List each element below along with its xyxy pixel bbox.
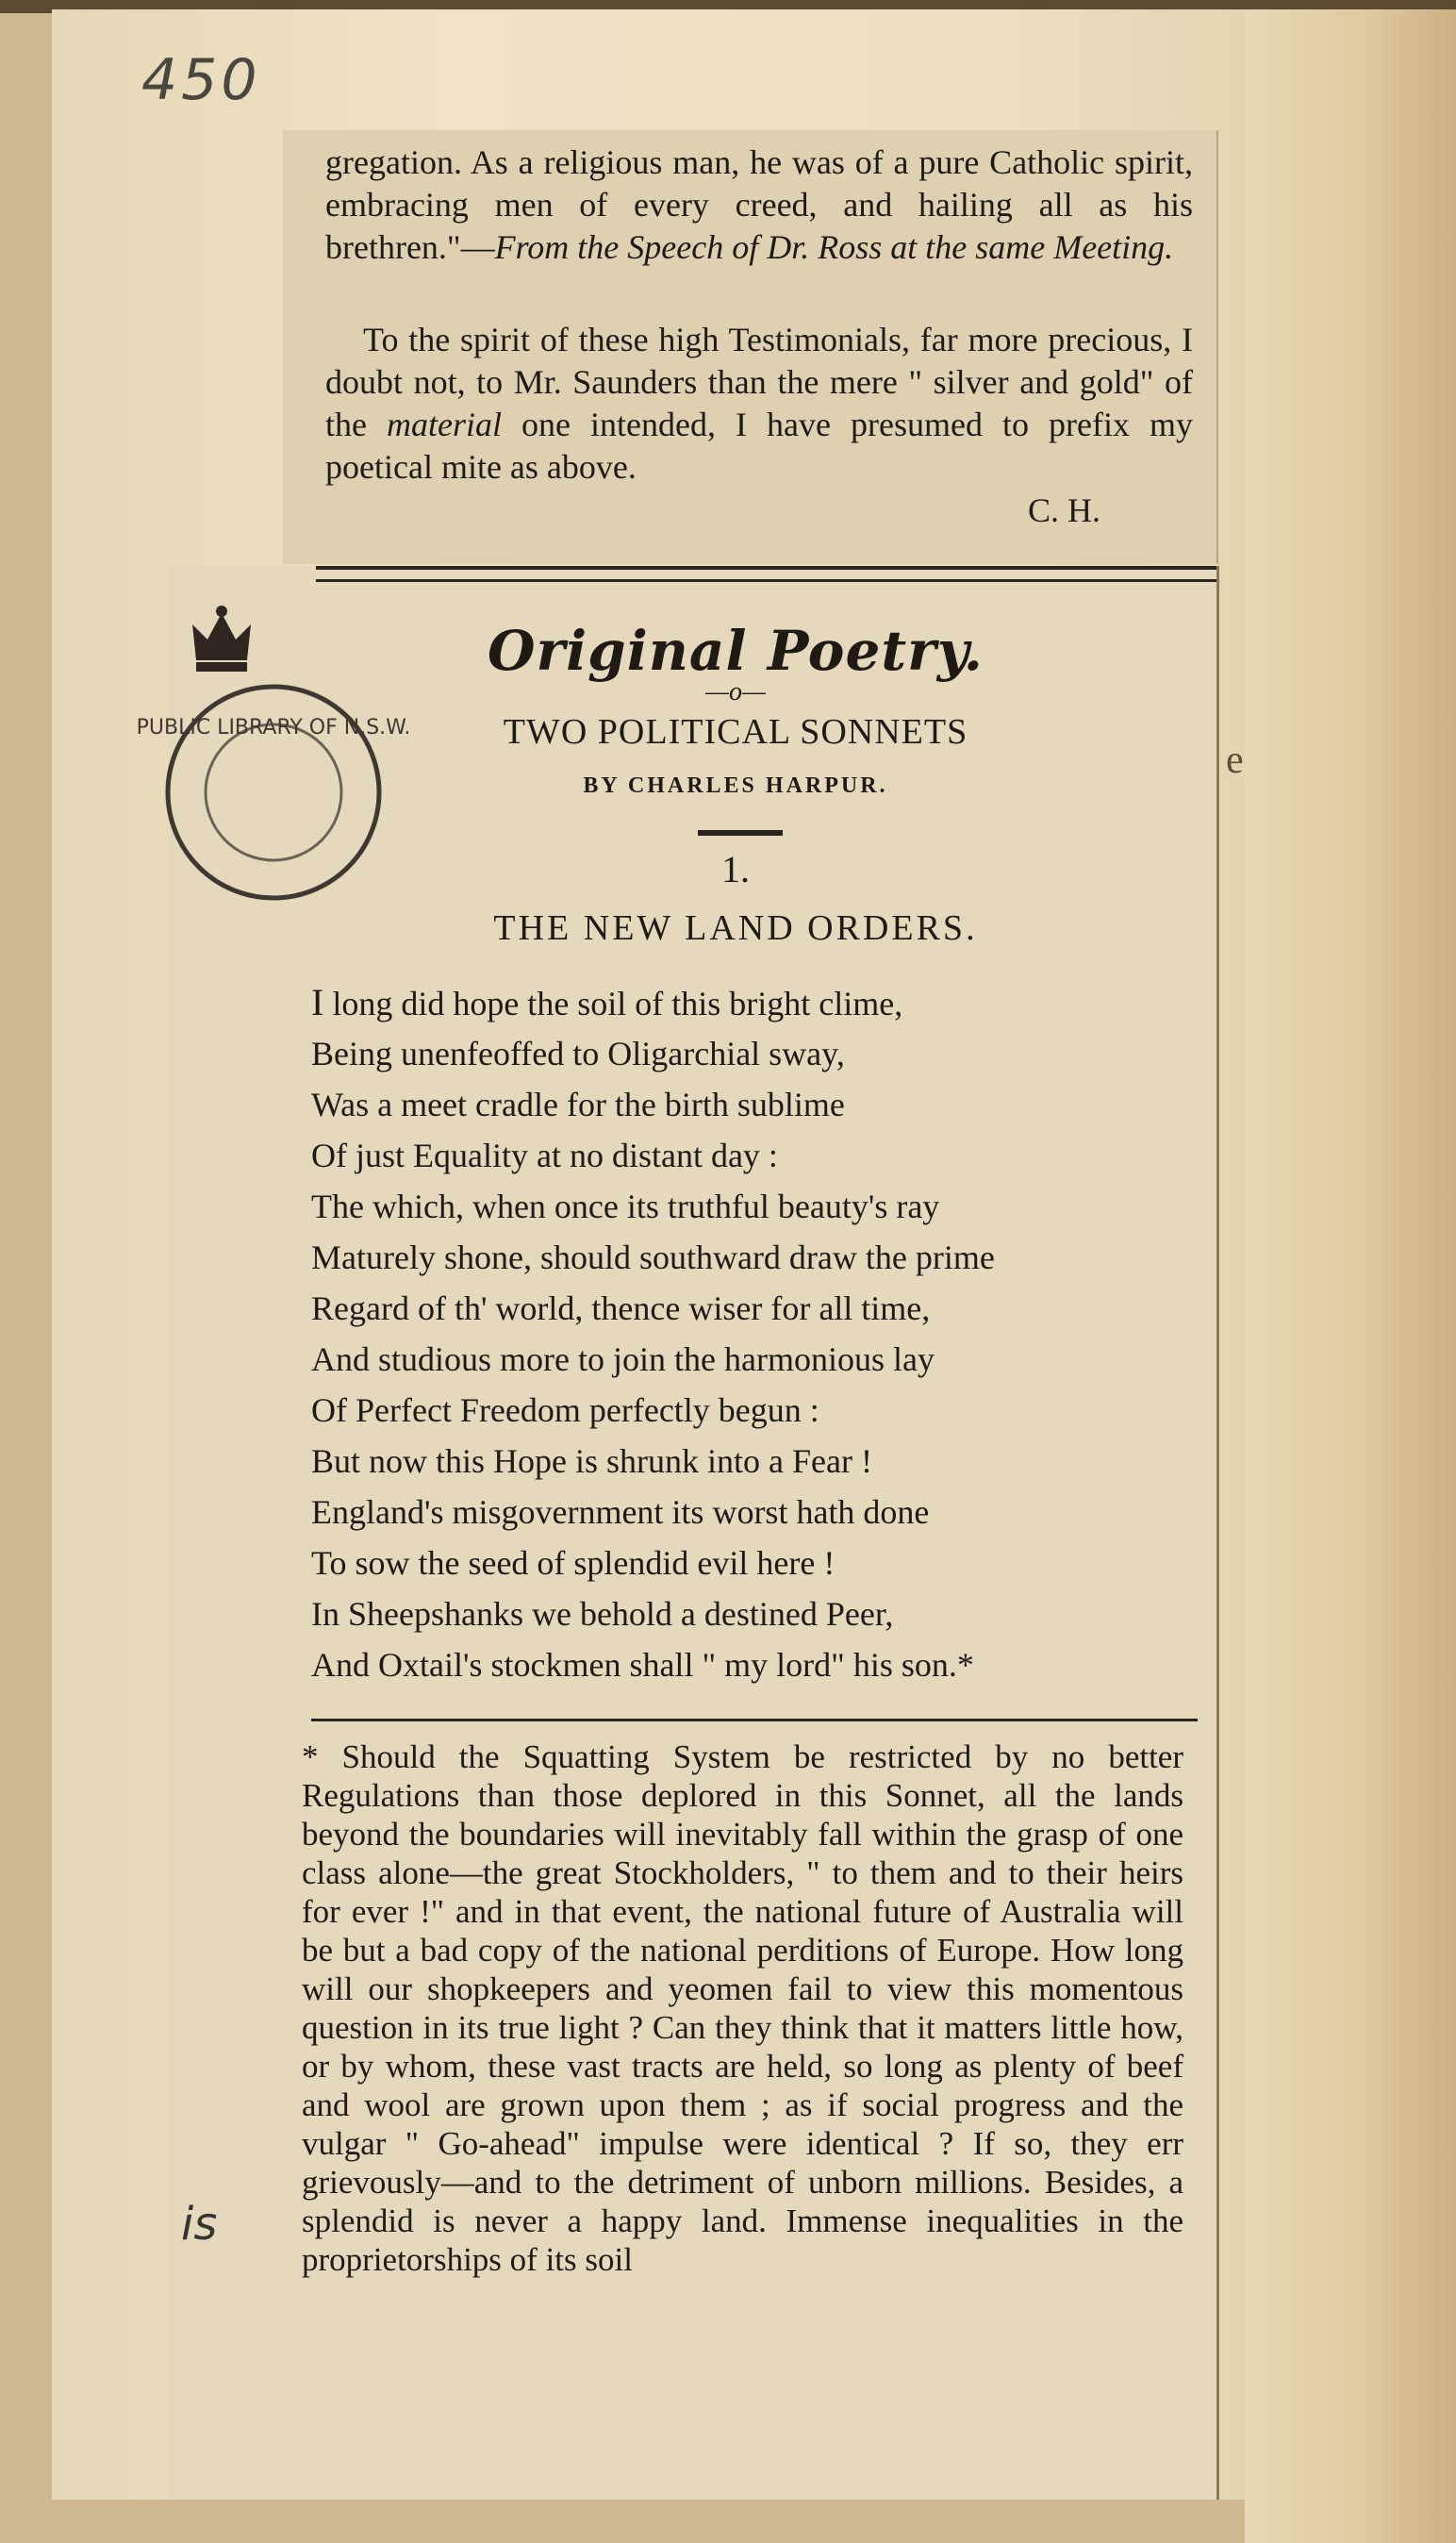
testimonial-text-b: one intended, I have presumed to prefix my poetical mite as above. xyxy=(325,406,1193,486)
section-rule xyxy=(316,566,1216,582)
title-divider: —o— xyxy=(705,677,766,706)
testimonial-text-a: To the spirit of these high Testimonials, far more precious, I doubt not, to Mr. Saunders than the mere " silver and gold" of the xyxy=(325,321,1193,443)
continuation-paragraph xyxy=(325,141,1193,269)
handwritten-margin-note: is xyxy=(181,2198,218,2251)
poem-subtitle: TWO POLITICAL SONNETS xyxy=(503,712,968,752)
poem-line: Of Perfect Freedom perfectly begun : xyxy=(311,1391,819,1429)
footnote-text: * Should the Squatting System be restricted by no better Regulations than those deplored in this Sonnet, all the lands beyond the boundaries will inevitably fall within the grasp of one class alone—the great Stockholders, " to them and to their heirs for ever !" and in that event, the national future of Australia will be but a bad copy of the national perditions of Europe. How long will our shopkeepers and yeomen fail to view this momentous question in its true light ? Can they think that it matters little how, or by whom, these vast tracts are held, so long as plenty of beef and wool are grown upon them ; as if social progress and the vulgar " Go-ahead" impulse were identical ? If so, they err grievously—and to the detriment of unborn millions. Besides, a splendid is never a happy land. Immense inequalities in the proprietorships of its soil xyxy=(302,1738,1183,2278)
sonnet-number: 1. xyxy=(721,848,750,890)
poem-line: The which, when once its truthful beauty's ray xyxy=(311,1188,940,1225)
poem-line: Regard of th' world, thence wiser for all time, xyxy=(311,1289,931,1327)
poem-line: Being unenfeoffed to Oligarchial sway, xyxy=(311,1035,845,1072)
sonnet-title: THE NEW LAND ORDERS. xyxy=(493,908,978,948)
side-mark: e xyxy=(1226,739,1244,782)
stamp-text: PUBLIC LIBRARY OF N.S.W. xyxy=(136,716,411,740)
poem-line: And Oxtail's stockmen shall " my lord" his son.* xyxy=(311,1646,974,1684)
section-title: Original Poetry. xyxy=(488,619,984,683)
poem-line: To sow the seed of splendid evil here ! xyxy=(311,1544,836,1582)
poem-line: And studious more to join the harmonious lay xyxy=(311,1340,935,1378)
short-rule xyxy=(698,830,783,836)
continuation-text: gregation. As a religious man, he was of a pure Catholic spirit, embracing men of every creed, and hailing all as his brethren."— xyxy=(325,143,1193,266)
continuation-attribution: From the Speech of Dr. Ross at the same Meeting. xyxy=(494,228,1174,266)
poem-line: I long did hope the soil of this bright clime, xyxy=(311,981,903,1023)
poem-line: Maturely shone, should southward draw the prime xyxy=(311,1238,995,1276)
page-right-edge xyxy=(1245,9,1456,2543)
poem-line: In Sheepshanks we behold a destined Peer, xyxy=(311,1595,894,1633)
page-number: 450 xyxy=(141,47,261,113)
footnote-rule xyxy=(311,1719,1198,1721)
poem-line: Was a meet cradle for the birth sublime xyxy=(311,1086,845,1123)
testimonial-paragraph xyxy=(325,319,1193,489)
byline: BY CHARLES HARPUR. xyxy=(583,773,888,798)
poem-line: Of just Equality at no distant day : xyxy=(311,1137,778,1174)
poem-line: England's misgovernment its worst hath done xyxy=(311,1493,930,1531)
testimonial-emphasis: material xyxy=(387,406,503,443)
poem-line: But now this Hope is shrunk into a Fear ! xyxy=(311,1442,872,1480)
sonnet-lines xyxy=(311,977,1198,1690)
crown-icon xyxy=(189,604,255,679)
signature: C. H. xyxy=(1028,491,1101,529)
